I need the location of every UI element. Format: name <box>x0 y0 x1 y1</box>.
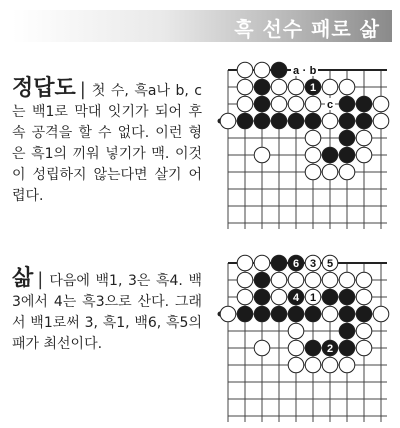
life-paragraph <box>12 268 202 355</box>
move-number: 3 <box>309 258 317 270</box>
white-stone <box>254 62 270 78</box>
black-stone <box>356 113 372 129</box>
white-stone <box>322 164 338 180</box>
white-stone <box>220 306 236 322</box>
white-stone <box>254 147 270 163</box>
white-stone <box>237 272 253 288</box>
move-number: 1 <box>309 292 317 304</box>
white-stone <box>339 272 355 288</box>
white-stone <box>288 79 304 95</box>
white-stone <box>356 130 372 146</box>
white-stone <box>305 164 321 180</box>
black-stone <box>339 96 355 112</box>
point-label: · <box>302 65 307 77</box>
white-stone <box>237 255 253 271</box>
white-stone <box>271 289 287 305</box>
white-stone <box>305 357 321 373</box>
white-stone <box>322 113 338 129</box>
answer-paragraph <box>12 78 202 207</box>
move-number: 6 <box>292 258 300 270</box>
black-stone <box>322 289 338 305</box>
black-stone <box>339 340 355 356</box>
white-stone <box>288 323 304 339</box>
black-stone <box>339 323 355 339</box>
black-stone <box>237 306 253 322</box>
heading-divider: | <box>79 79 86 100</box>
white-stone <box>288 96 304 112</box>
white-stone <box>288 272 304 288</box>
white-stone <box>373 113 389 129</box>
move-number: 4 <box>292 292 300 304</box>
white-stone <box>237 96 253 112</box>
black-stone <box>356 96 372 112</box>
black-stone <box>271 113 287 129</box>
white-stone <box>356 323 372 339</box>
move-number: 1 <box>309 82 317 94</box>
white-stone <box>237 289 253 305</box>
white-stone <box>220 113 236 129</box>
black-stone <box>322 147 338 163</box>
white-stone <box>322 306 338 322</box>
black-stone <box>254 113 270 129</box>
answer-heading: 정답도 <box>12 76 76 101</box>
white-stone <box>305 130 321 146</box>
black-stone <box>288 306 304 322</box>
white-stone <box>237 62 253 78</box>
black-stone <box>339 130 355 146</box>
section-header <box>12 10 392 42</box>
black-stone <box>254 306 270 322</box>
white-stone <box>373 306 389 322</box>
black-stone <box>254 272 270 288</box>
go-board-life-diagram <box>210 250 392 428</box>
heading-divider: | <box>37 269 44 290</box>
white-stone <box>322 79 338 95</box>
white-stone <box>356 147 372 163</box>
black-stone <box>339 113 355 129</box>
white-stone <box>339 357 355 373</box>
black-stone <box>305 113 321 129</box>
black-stone <box>271 62 287 78</box>
point-label: b <box>309 65 317 77</box>
white-stone <box>288 340 304 356</box>
white-stone <box>339 79 355 95</box>
white-stone <box>237 79 253 95</box>
black-stone <box>254 79 270 95</box>
move-number: 2 <box>326 343 334 355</box>
white-stone <box>356 272 372 288</box>
white-stone <box>373 96 389 112</box>
black-stone <box>356 306 372 322</box>
black-stone <box>254 289 270 305</box>
white-stone <box>322 272 338 288</box>
black-stone <box>271 306 287 322</box>
section-title: 흑 선수 패로 삶 <box>234 17 380 41</box>
black-stone <box>271 255 287 271</box>
life-heading: 삶 <box>12 266 34 291</box>
answer-text: 첫 수, 흑a나 b, c는 백1로 막대 잇기가 되어 후속 공격을 할 수 없다. 이런 형은 흑1의 끼워 넣기가 맥. 이것이 성립하지 않는다면 살기 어렵다. <box>12 83 202 204</box>
black-stone <box>305 306 321 322</box>
black-stone <box>288 113 304 129</box>
white-stone <box>339 164 355 180</box>
point-label: c <box>326 99 334 111</box>
go-board-answer-diagram <box>210 57 392 235</box>
white-stone <box>254 340 270 356</box>
white-stone <box>322 357 338 373</box>
black-stone <box>339 289 355 305</box>
white-stone <box>305 272 321 288</box>
white-stone <box>305 96 321 112</box>
point-label: a <box>292 65 300 77</box>
white-stone <box>288 357 304 373</box>
white-stone <box>271 272 287 288</box>
white-stone <box>356 340 372 356</box>
black-stone <box>254 96 270 112</box>
black-stone <box>305 340 321 356</box>
black-stone <box>339 147 355 163</box>
white-stone <box>271 96 287 112</box>
black-stone <box>339 306 355 322</box>
life-text: 다음에 백1, 3은 흑4. 백3에서 4는 흑3으로 산다. 그래서 백1로써 3, 흑1, 백6, 흑5의 패가 최선이다. <box>12 273 202 352</box>
white-stone <box>271 79 287 95</box>
black-stone <box>237 113 253 129</box>
white-stone <box>305 147 321 163</box>
move-number: 5 <box>326 258 334 270</box>
white-stone <box>254 255 270 271</box>
white-stone <box>356 289 372 305</box>
